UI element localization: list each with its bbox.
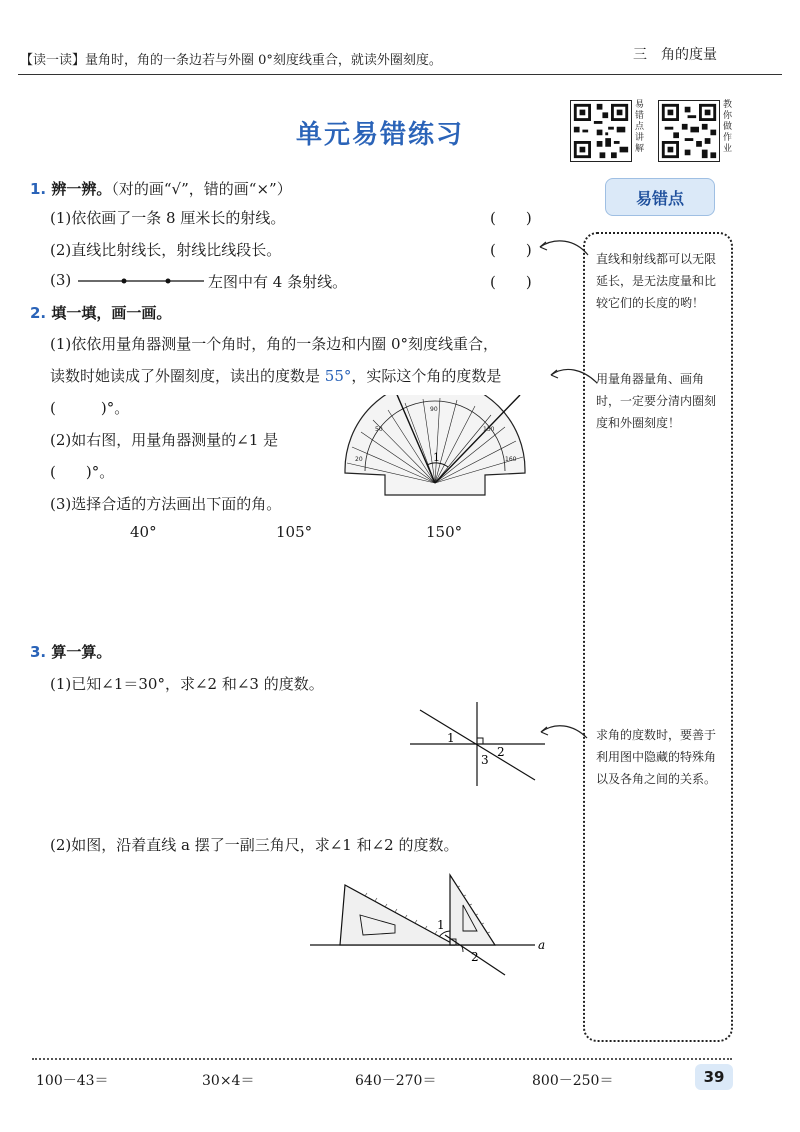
error-point-badge: [605, 178, 715, 216]
q3-title: 算一算。: [51, 643, 112, 661]
q3-p2: (2)如图，沿着直线 a 摆了一副三角尺，求∠1 和∠2 的度数。: [50, 836, 459, 854]
footer-equation-2: 30×4＝: [202, 1073, 255, 1089]
q2-p1-line2b: ，实际这个角的度数是: [351, 367, 502, 385]
footer-divider: [32, 1058, 732, 1060]
q2-p1-line2a: 读数时她读成了外圈刻度，读出的度数是: [50, 367, 325, 385]
page-title: 单元易错练习: [295, 120, 464, 150]
svg-text:130: 130: [483, 426, 495, 433]
q3-number: 3.: [30, 643, 47, 661]
fig2-label-2: 2: [471, 950, 479, 964]
q2-p1-value: 55°: [324, 367, 352, 385]
triangle-rulers-figure: [305, 865, 555, 980]
q3-heading: [30, 641, 111, 662]
footer-equation-3: 640－270＝: [355, 1073, 437, 1089]
q1-item-3-text: 左图中有 4 条射线。: [208, 273, 348, 291]
qr-code-left-icon[interactable]: [570, 100, 632, 162]
qr-right-caption: 教你做作业: [722, 100, 732, 154]
q2-p2-answer[interactable]: ( )°。: [50, 463, 115, 481]
q2-p3-line: (3)选择合适的方法画出下面的角。: [50, 495, 282, 513]
qr-code-right-icon[interactable]: [658, 100, 720, 162]
page-number: 39: [695, 1064, 733, 1090]
q1-title: 辨一辨。: [51, 180, 112, 198]
error-notes-box: [583, 232, 733, 1042]
side-note-lines: 直线和射线都可以无限延长，是无法度量和比较它们的长度的哟！: [596, 252, 717, 310]
answer-paren[interactable]: ( ): [490, 273, 532, 291]
q1-item-2: (2)直线比射线长，射线比线段长。: [50, 241, 282, 259]
chapter-label: 三 角的度量: [633, 47, 717, 63]
reading-tip: 【读一读】量角时，角的一条边若与外圈 0°刻度线重合，就读外圈刻度。: [20, 53, 442, 68]
q2-p1-line2: [50, 365, 501, 386]
svg-text:50: 50: [375, 426, 383, 433]
protractor-figure: [335, 395, 535, 505]
q2-p1-answer[interactable]: ( )°。: [50, 399, 130, 417]
q2-p1-line1: (1)依依用量角器测量一个角时，角的一条边和内圈 0°刻度线重合，: [50, 335, 499, 353]
connector-arrow-icon: [545, 365, 605, 395]
fig1-label-1: 1: [447, 731, 455, 745]
qr-left-caption: 易错点讲解: [634, 100, 644, 154]
svg-text:160: 160: [505, 456, 517, 463]
q3-p1: (1)已知∠1＝30°，求∠2 和∠3 的度数。: [50, 675, 324, 693]
svg-text:90: 90: [430, 406, 438, 413]
fig2-label-1: 1: [437, 918, 445, 932]
badge-label: 易错点: [635, 188, 684, 208]
svg-text:20: 20: [355, 456, 363, 463]
angle-40: 40°: [130, 523, 157, 541]
q1-item-1: (1)依依画了一条 8 厘米长的射线。: [50, 209, 286, 227]
q2-p2-line1: (2)如右图，用量角器测量的∠1 是: [50, 431, 279, 449]
q1-note: （对的画“√”，错的画“×”）: [111, 180, 292, 198]
side-note-angles: 求角的度数时，要善于利用图中隐藏的特殊角以及各角之间的关系。: [596, 728, 717, 786]
answer-paren[interactable]: ( ): [490, 241, 532, 259]
connector-arrow-icon: [530, 235, 600, 265]
angle-150: 150°: [426, 523, 463, 541]
fig1-label-2: 2: [497, 745, 505, 759]
q2-number: 2.: [30, 304, 47, 322]
ray-figure: [76, 271, 206, 291]
answer-paren[interactable]: ( ): [490, 209, 532, 227]
footer-equation-1: 100－43＝: [36, 1073, 109, 1089]
fig1-label-3: 3: [481, 753, 489, 767]
header-divider: [18, 74, 782, 75]
angle-105: 105°: [276, 523, 313, 541]
side-note-protractor: 用量角器量角、画角时，一定要分清内圈刻度和外圈刻度！: [596, 372, 717, 430]
q2-heading: [30, 302, 171, 323]
q1-number: 1.: [30, 180, 47, 198]
protractor-angle-label: 1: [433, 451, 440, 464]
intersecting-lines-figure: [405, 700, 550, 790]
q1-heading: [30, 178, 292, 199]
fig2-label-a: a: [538, 938, 546, 952]
footer-equation-4: 800－250＝: [532, 1073, 614, 1089]
q2-title: 填一填，画一画。: [51, 304, 172, 322]
q1-item-3: (3): [50, 271, 72, 289]
